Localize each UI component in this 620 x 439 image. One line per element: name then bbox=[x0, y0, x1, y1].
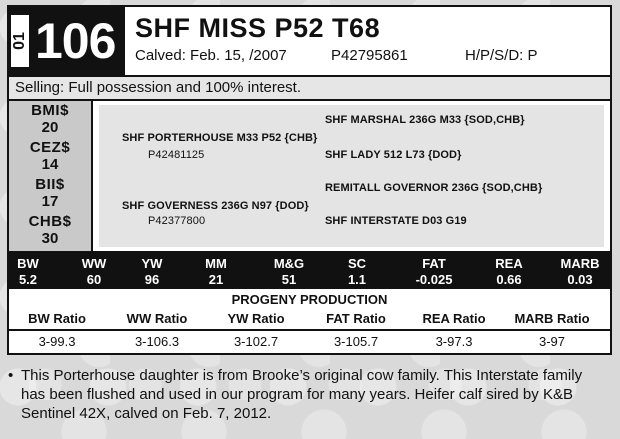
stat-marb bbox=[557, 256, 603, 287]
dam-sire: REMITALL GOVERNOR 236G {SOD,CHB} bbox=[325, 182, 543, 194]
stat-rea bbox=[489, 256, 529, 287]
index-bmi bbox=[9, 101, 91, 138]
ratio-label: MARB Ratio bbox=[514, 311, 590, 326]
stat-label: BW bbox=[17, 256, 39, 271]
stat-value: 51 bbox=[281, 272, 297, 287]
index-values bbox=[9, 101, 93, 251]
ratio-label: WW Ratio bbox=[126, 311, 188, 326]
animal-meta bbox=[135, 47, 605, 67]
bullet: • bbox=[8, 367, 14, 384]
stat-label: FAT bbox=[422, 256, 446, 271]
stat-label: MM bbox=[205, 256, 227, 271]
lot-prefix: 01 bbox=[11, 15, 29, 67]
index-value: 17 bbox=[41, 193, 59, 210]
sire-sire: SHF MARSHAL 236G M33 {SOD,CHB} bbox=[325, 114, 525, 126]
index-label: CHB$ bbox=[28, 213, 72, 230]
progeny-values bbox=[9, 334, 610, 352]
dam: SHF GOVERNESS 236G N97 {DOD} bbox=[122, 200, 309, 212]
stat-label: MARB bbox=[560, 256, 600, 271]
stat-label: M&G bbox=[273, 256, 305, 271]
stat-value: 96 bbox=[144, 272, 160, 287]
lot-number: 106 bbox=[35, 13, 116, 69]
lot-card bbox=[7, 5, 612, 355]
stat-value: 1.1 bbox=[347, 272, 367, 287]
stat-mg bbox=[269, 256, 309, 287]
stat-value: 0.03 bbox=[567, 272, 593, 287]
progeny-title: PROGENY PRODUCTION bbox=[231, 292, 388, 307]
stat-ww bbox=[79, 256, 109, 287]
index-value: 30 bbox=[41, 230, 59, 247]
pedigree-panel bbox=[99, 105, 604, 247]
lot-number-block bbox=[9, 7, 125, 75]
stat-mm bbox=[201, 256, 231, 287]
registration-number: P42795861 bbox=[331, 47, 408, 64]
stat-label: YW bbox=[141, 256, 163, 271]
epd-stats bbox=[9, 251, 610, 289]
ratio-label: FAT Ratio bbox=[326, 311, 386, 326]
stat-value: -0.025 bbox=[415, 272, 453, 287]
dam-registration: P42377800 bbox=[148, 215, 206, 227]
sire-dam: SHF LADY 512 L73 {DOD} bbox=[325, 149, 462, 161]
hpsd-status: H/P/S/D: P bbox=[465, 47, 538, 64]
stat-fat bbox=[409, 256, 459, 287]
ratio-label: BW Ratio bbox=[28, 311, 86, 326]
ratio-value: 3-106.3 bbox=[134, 334, 180, 349]
description-text: This Porterhouse daughter is from Brooke’s original cow family. This Interstate family has been flushed and used in our program for many years. Heifer calf sired by K&B Sentinel 42X, calved on Feb. 7, 2012. bbox=[21, 367, 583, 422]
index-cez bbox=[9, 138, 91, 175]
dam-dam: SHF INTERSTATE D03 G19 bbox=[325, 215, 467, 227]
index-chb bbox=[9, 212, 91, 249]
stat-bw bbox=[13, 256, 43, 287]
ratio-label: YW Ratio bbox=[227, 311, 285, 326]
sire-registration: P42481125 bbox=[148, 149, 205, 161]
progeny-divider bbox=[9, 329, 610, 331]
ratio-value: 3-102.7 bbox=[233, 334, 279, 349]
index-label: BII$ bbox=[35, 176, 65, 193]
stat-label: REA bbox=[495, 256, 523, 271]
ratio-value: 3-99.3 bbox=[38, 334, 76, 349]
stat-label: SC bbox=[347, 256, 367, 271]
ratio-value: 3-97.3 bbox=[435, 334, 473, 349]
ratio-label: REA Ratio bbox=[422, 311, 486, 326]
stat-value: 21 bbox=[208, 272, 224, 287]
stat-value: 60 bbox=[86, 272, 102, 287]
calved-date: Calved: Feb. 15, /2007 bbox=[135, 47, 287, 64]
stat-label: WW bbox=[81, 256, 107, 271]
animal-name: SHF MISS P52 T68 bbox=[135, 13, 381, 43]
pedigree bbox=[93, 101, 610, 251]
index-bii bbox=[9, 175, 91, 212]
stat-value: 0.66 bbox=[496, 272, 522, 287]
stat-sc bbox=[342, 256, 372, 287]
index-value: 20 bbox=[41, 119, 59, 136]
stat-value: 5.2 bbox=[18, 272, 38, 287]
ratio-value: 3-97 bbox=[538, 334, 566, 349]
index-value: 14 bbox=[41, 156, 59, 173]
ratio-value: 3-105.7 bbox=[333, 334, 379, 349]
stat-yw bbox=[137, 256, 167, 287]
index-label: BMI$ bbox=[31, 102, 69, 119]
progeny-labels bbox=[9, 311, 610, 329]
sire: SHF PORTERHOUSE M33 P52 {CHB} bbox=[122, 132, 318, 144]
selling-terms: Selling: Full possession and 100% interest. bbox=[9, 75, 610, 101]
index-label: CEZ$ bbox=[29, 139, 71, 156]
